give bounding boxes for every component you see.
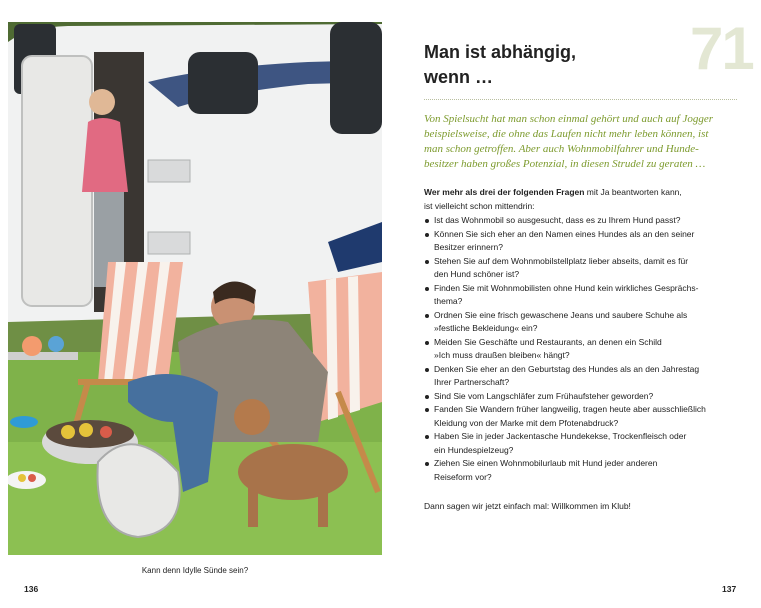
list-item: Finden Sie mit Wohnmobilisten ohne Hund kein wirkliches Gesprächs- thema?	[424, 282, 740, 309]
lead-paragraph	[424, 186, 740, 213]
list-item: Stehen Sie auf dem Wohnmobilstellplatz lieber abseits, damit es für den Hund schöner ist?	[424, 255, 740, 282]
list-item: Können Sie sich eher an den Namen eines Hundes als an den seiner Besitzer erinnern?	[424, 228, 740, 255]
photo-caption: Kann denn Idylle Sünde sein?	[141, 566, 249, 575]
list-item: Ziehen Sie einen Wohnmobilurlaub mit Hund jeder anderen Reiseform vor?	[424, 457, 740, 484]
dotted-divider	[424, 99, 737, 100]
intro-line: Von Spielsucht hat man schon einmal gehört und auch auf Jogger	[424, 113, 714, 125]
intro-line: beispielsweise, die ohne das Laufen nicht mehr leben können, ist	[424, 128, 709, 140]
list-item: Sind Sie vom Langschläfer zum Frühaufsteher geworden?	[424, 390, 740, 404]
list-item: Meiden Sie Geschäfte und Restaurants, an denen ein Schild »Ich muss draußen bleiben« hängt?	[424, 336, 740, 363]
title-line-1: Man ist abhängig,	[424, 42, 577, 62]
page-number-right: 137	[722, 584, 737, 594]
camping-photo	[8, 22, 382, 555]
intro-paragraph	[424, 112, 740, 172]
list-item: Ordnen Sie eine frisch gewaschene Jeans und saubere Schuhe als »festliche Bekleidung« ein?	[424, 309, 740, 336]
question-list	[424, 214, 740, 484]
lead-line-2: ist vielleicht schon mittendrin:	[424, 200, 535, 211]
chapter-number: 71	[690, 15, 753, 82]
list-item: Fanden Sie Wandern früher langweilig, tragen heute aber ausschließlich Kleidung von der Marke mit dem Pfotenabdruck?	[424, 403, 740, 430]
list-item: Ist das Wohnmobil so ausgesucht, dass es zu Ihrem Hund passt?	[424, 214, 740, 228]
lead-rest: mit Ja beantworten kann,	[584, 187, 682, 197]
page-title	[424, 40, 684, 90]
page-number-left: 136	[24, 584, 39, 594]
intro-line: man schon getroffen. Aber auch Wohnmobilfahrer und Hunde-	[424, 143, 699, 155]
list-item: Denken Sie eher an den Geburtstag des Hundes als an den Jahrestag Ihrer Partnerschaft?	[424, 363, 740, 390]
closing-line: Dann sagen wir jetzt einfach mal: Willkommen im Klub!	[424, 501, 631, 511]
intro-line: besitzer haben großes Potenzial, in diesen Strudel zu geraten …	[424, 158, 706, 170]
list-item: Haben Sie in jeder Jackentasche Hundekekse, Trockenfleisch oder ein Hundespielzeug?	[424, 430, 740, 457]
lead-bold: Wer mehr als drei der folgenden Fragen	[424, 187, 585, 197]
title-line-2: wenn …	[424, 67, 494, 87]
